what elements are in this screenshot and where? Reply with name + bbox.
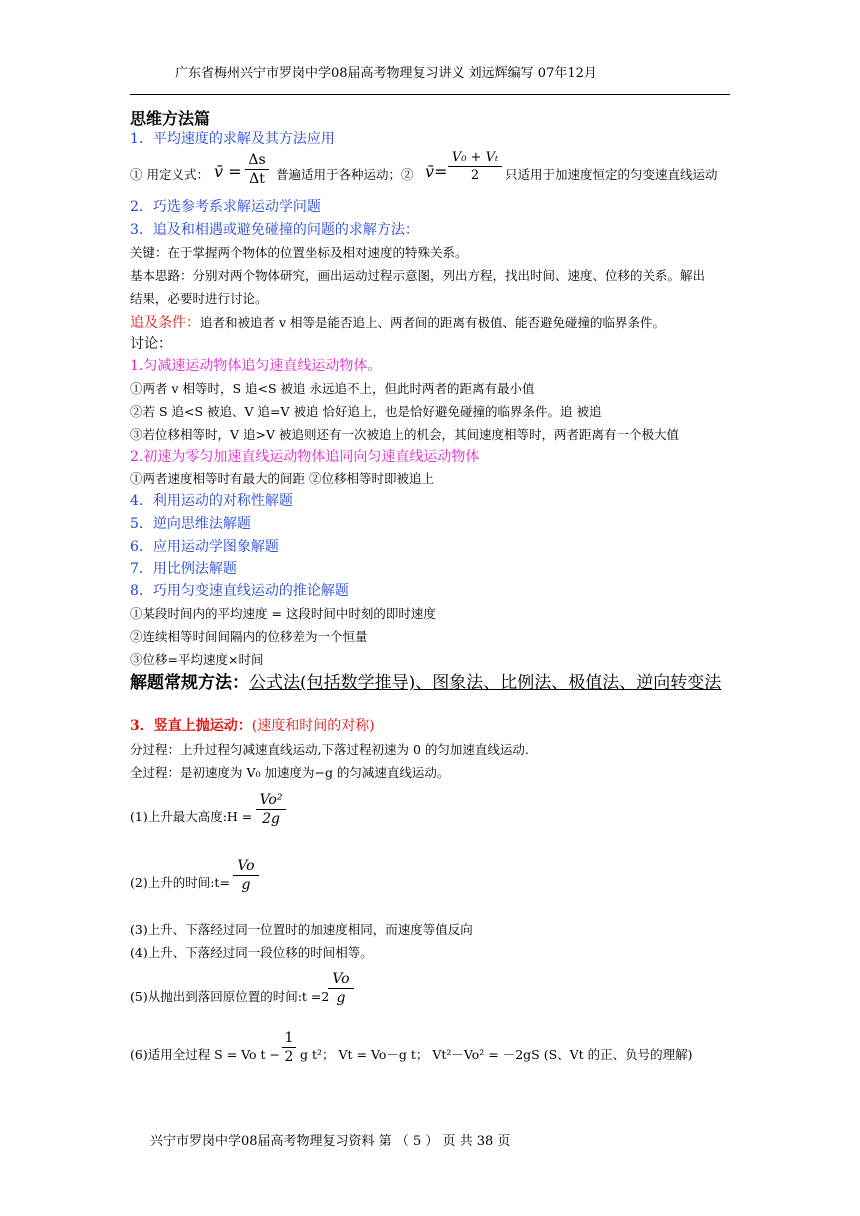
item7-title: 7．用比例法解题 [130,561,237,577]
item8-c: ③位移=平均速度×时间 [130,652,264,667]
item1-title: 1．平均速度的求解及其方法应用 [130,131,335,147]
p5-fraction [328,971,354,1006]
avg-numerator: V₀ + Vₜ [451,150,499,165]
p6-denominator: 2 [284,1049,294,1065]
methods-text: 公式法(包括数学推导)、图象法、比例法、极值法、逆向转变法 [249,673,722,693]
p6-numerator: 1 [284,1030,294,1046]
item4-title: 4．利用运动的对称性解题 [130,493,293,509]
p1-fraction [256,792,286,827]
item8-title: 8．巧用匀变速直线运动的推论解题 [130,583,349,599]
item3-idea-line2: 结果，必要时进行讨论。 [130,291,268,306]
case1-b: ②若 S 追<S 被追、V 追=V 被追 恰好追上，也是恰好避免碰撞的临界条件。追 被追 [130,404,602,419]
p4: (4)上升、下落经过同一段位移的时间相等。 [130,945,373,960]
p2-numerator: Vo [237,858,255,874]
p5-numerator: Vo [332,971,350,987]
discuss-label: 讨论： [130,336,172,352]
p1-label: (1)上升最大高度:H = [130,809,253,824]
avg-fraction [448,150,502,183]
v-bar-symbol-2: v̄= [425,162,448,181]
p2-denominator: g [241,877,251,893]
methods-label: 解题常规方法： [130,673,249,693]
case1-c: ③若位移相等时，V 追>V 被追则还有一次被追上的机会，其间速度相等时，两者距离有一个极大值 [130,427,679,442]
page-header: 广东省梅州兴宁市罗岗中学08届高考物理复习讲义 刘远辉编写 07年12月 [175,66,597,81]
def-mid: 普遍适用于各种运动；② [276,167,414,182]
item8-b: ②连续相等时间间隔内的位移差为一个恒量 [130,629,368,644]
item3-condition [130,312,665,332]
item6-title: 6．应用运动学图象解题 [130,539,279,555]
item5-title: 5．逆向思维法解题 [130,516,251,532]
case2-title: 2.初速为零匀加速直线运动物体追同向匀速直线运动物体 [130,449,480,465]
def-denominator: Δt [249,171,265,187]
item3-idea-line1: 基本思路：分别对两个物体研究，画出运动过程示意图，列出方程，找出时间、速度、位移的关系。解出 [130,268,706,283]
v-bar-symbol: v̄ = [214,162,242,181]
item3-key: 关键：在于掌握两个物体的位置坐标及相对速度的特殊关系。 [130,245,468,260]
case2-a: ①两者速度相等时有最大的间距 ②位移相等时即被追上 [130,471,434,486]
p6-rest: g t²； Vt = Vo－g t； Vt²－Vo² = －2gS (S、Vt 的正、负号的理解) [300,1047,693,1062]
item3-title: 3．追及和相遇或避免碰撞的问题的求解方法： [130,222,419,238]
case1-title: 1.匀减速运动物体追匀速直线运动物体。 [130,358,382,374]
def-suffix: 只适用于加速度恒定的匀变速直线运动 [505,167,718,182]
item8-a: ①某段时间内的平均速度 = 这段时间中时刻的即时速度 [130,606,436,621]
p3: (3)上升、下落经过同一位置时的加速度相同，而速度等值反向 [130,922,473,937]
page-footer: 兴宁市罗岗中学08届高考物理复习资料 第 （ 5 ） 页 共 38 页 [150,1134,511,1149]
p2-fraction [233,858,259,893]
vertical-title: 3．竖直上抛运动： [130,718,252,734]
vertical-title-line [130,715,375,735]
section-title: 思维方法篇 [130,109,211,128]
item2-title: 2．巧选参考系求解运动学问题 [130,199,321,215]
condition-label: 追及条件： [130,315,200,331]
vertical-split: 分过程：上升过程匀减速直线运动,下落过程初速为 0 的匀加速直线运动. [130,742,529,757]
p2-label: (2)上升的时间:t= [130,875,230,890]
avg-denominator: 2 [470,168,480,183]
def-numerator: Δs [248,152,266,168]
p5-denominator: g [336,990,346,1006]
def-fraction [245,152,269,187]
case1-a: ①两者 v 相等时，S 追<S 被追 永远追不上，但此时两者的距离有最小值 [130,381,535,396]
header-rule [130,94,730,95]
p1-denominator: 2g [262,811,280,827]
def-prefix: ① 用定义式： [130,167,209,182]
vertical-whole: 全过程：是初速度为 V₀ 加速度为−g 的匀减速直线运动。 [130,765,450,780]
p1-numerator: Vo² [259,792,283,808]
p6-label: (6)适用全过程 S = Vo t − [130,1047,281,1062]
p6-fraction [282,1030,296,1065]
p5-label: (5)从抛出到落回原位置的时间:t =2 [130,989,330,1004]
vertical-title-note: (速度和时间的对称) [251,718,375,734]
condition-text: 追者和被追者 v 相等是能否追上、两者间的距离有极值、能否避免碰撞的临界条件。 [200,315,666,330]
methods-line [130,668,721,693]
